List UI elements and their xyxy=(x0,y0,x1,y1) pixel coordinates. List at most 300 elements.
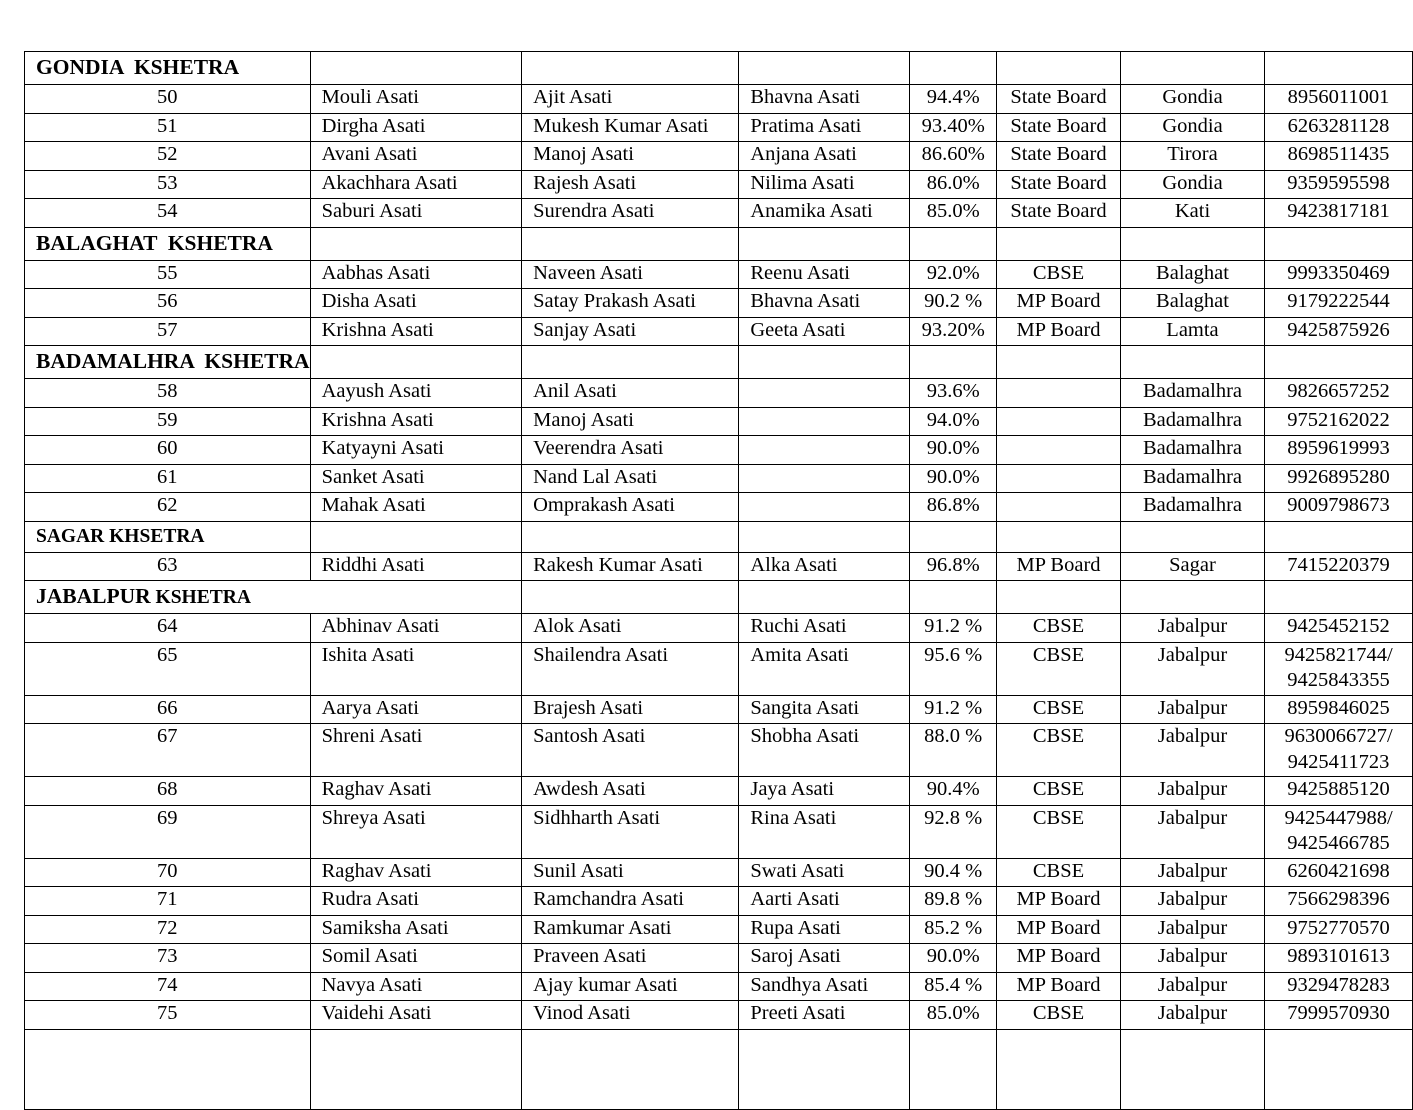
phone-number xyxy=(1265,464,1413,493)
place: Jabalpur xyxy=(1120,887,1264,916)
phone-line: 9329478283 xyxy=(1287,973,1390,996)
mother-name: Alka Asati xyxy=(739,552,910,581)
percentage: 96.8% xyxy=(910,552,997,581)
father-name: Awdesh Asati xyxy=(522,777,739,806)
student-name: Shreni Asati xyxy=(310,724,522,777)
phone-line: 9893101613 xyxy=(1287,945,1390,967)
place: Badamalhra xyxy=(1120,379,1264,408)
empty-cell xyxy=(739,52,910,85)
phone-line: 6263281128 xyxy=(1287,114,1390,137)
phone-line: 9425843355 xyxy=(1287,669,1390,691)
mother-name xyxy=(739,436,910,465)
student-name: Avani Asati xyxy=(310,142,522,171)
phone-number xyxy=(1265,915,1413,944)
student-results-table xyxy=(24,51,1413,1110)
mother-name xyxy=(739,379,910,408)
phone-line: 7415220379 xyxy=(1287,553,1390,576)
table-row xyxy=(25,777,1413,806)
place: Jabalpur xyxy=(1120,724,1264,777)
table-row xyxy=(25,142,1413,171)
phone-number xyxy=(1265,724,1413,777)
phone-number xyxy=(1265,1001,1413,1030)
empty-cell xyxy=(522,346,739,379)
serial-number: 51 xyxy=(25,113,311,142)
phone-number xyxy=(1265,614,1413,643)
empty-cell xyxy=(910,346,997,379)
table-row xyxy=(25,493,1413,522)
board: State Board xyxy=(997,113,1121,142)
phone-line: 8956011001 xyxy=(1287,86,1390,108)
board: CBSE xyxy=(997,805,1121,858)
mother-name: Anjana Asati xyxy=(739,142,910,171)
percentage: 86.0% xyxy=(910,170,997,199)
serial-number: 60 xyxy=(25,436,311,465)
student-name: Navya Asati xyxy=(310,972,522,1001)
student-name: Aayush Asati xyxy=(310,379,522,408)
phone-number xyxy=(1265,407,1413,436)
serial-number: 59 xyxy=(25,407,311,436)
empty-cell xyxy=(1265,52,1413,85)
phone-line: 9425411723 xyxy=(1287,750,1390,773)
phone-number xyxy=(1265,552,1413,581)
board: MP Board xyxy=(997,972,1121,1001)
place: Balaghat xyxy=(1120,289,1264,318)
board: MP Board xyxy=(997,887,1121,916)
serial-number: 75 xyxy=(25,1001,311,1030)
student-name: Raghav Asati xyxy=(310,858,522,887)
phone-line: 9423817181 xyxy=(1287,200,1390,222)
board xyxy=(997,379,1121,408)
father-name: Surendra Asati xyxy=(522,199,739,228)
phone-number xyxy=(1265,199,1413,228)
percentage: 90.0% xyxy=(910,436,997,465)
mother-name: Jaya Asati xyxy=(739,777,910,806)
table-row xyxy=(25,170,1413,199)
mother-name: Swati Asati xyxy=(739,858,910,887)
serial-number: 71 xyxy=(25,887,311,916)
section-title-main: GONDIA KSHETRA xyxy=(36,55,240,79)
percentage: 92.0% xyxy=(910,260,997,289)
percentage: 88.0 % xyxy=(910,724,997,777)
percentage: 93.20% xyxy=(910,317,997,346)
table-row xyxy=(25,887,1413,916)
board: CBSE xyxy=(997,642,1121,695)
section-header-row xyxy=(25,521,1413,552)
empty-cell xyxy=(1265,1029,1413,1109)
serial-number: 67 xyxy=(25,724,311,777)
board: MP Board xyxy=(997,552,1121,581)
serial-number: 53 xyxy=(25,170,311,199)
father-name: Sunil Asati xyxy=(522,858,739,887)
student-name: Shreya Asati xyxy=(310,805,522,858)
mother-name: Nilima Asati xyxy=(739,170,910,199)
phone-number xyxy=(1265,858,1413,887)
board: MP Board xyxy=(997,915,1121,944)
serial-number: 58 xyxy=(25,379,311,408)
phone-line: 7566298396 xyxy=(1287,888,1390,910)
section-header-row xyxy=(25,346,1413,379)
place: Badamalhra xyxy=(1120,493,1264,522)
empty-cell xyxy=(739,1029,910,1109)
place: Tirora xyxy=(1120,142,1264,171)
phone-number xyxy=(1265,642,1413,695)
serial-number: 65 xyxy=(25,642,311,695)
table-row xyxy=(25,805,1413,858)
father-name: Ramkumar Asati xyxy=(522,915,739,944)
phone-number xyxy=(1265,493,1413,522)
phone-number xyxy=(1265,777,1413,806)
student-name: Aabhas Asati xyxy=(310,260,522,289)
father-name: Vinod Asati xyxy=(522,1001,739,1030)
serial-number: 57 xyxy=(25,317,311,346)
father-name: Manoj Asati xyxy=(522,142,739,171)
student-name: Mouli Asati xyxy=(310,85,522,114)
mother-name xyxy=(739,407,910,436)
father-name: Satay Prakash Asati xyxy=(522,289,739,318)
table-row xyxy=(25,642,1413,695)
empty-cell xyxy=(522,1029,739,1109)
table-row xyxy=(25,199,1413,228)
phone-line: 9009798673 xyxy=(1287,494,1390,516)
percentage: 90.0% xyxy=(910,464,997,493)
table-row xyxy=(25,915,1413,944)
percentage: 85.0% xyxy=(910,199,997,228)
student-name: Riddhi Asati xyxy=(310,552,522,581)
phone-number xyxy=(1265,289,1413,318)
phone-number xyxy=(1265,85,1413,114)
empty-cell xyxy=(997,227,1121,260)
empty-cell xyxy=(522,521,739,552)
section-title-main: BALAGHAT KSHETRA xyxy=(36,230,273,255)
phone-line: 9425452152 xyxy=(1287,615,1390,637)
student-name: Sanket Asati xyxy=(310,464,522,493)
mother-name: Bhavna Asati xyxy=(739,85,910,114)
section-header-row xyxy=(25,227,1413,260)
serial-number: 64 xyxy=(25,614,311,643)
empty-cell xyxy=(1265,346,1413,379)
empty-cell xyxy=(997,346,1121,379)
empty-cell xyxy=(310,346,522,379)
phone-line: 9359595598 xyxy=(1287,171,1390,194)
percentage: 90.2 % xyxy=(910,289,997,318)
student-name: Vaidehi Asati xyxy=(310,1001,522,1030)
percentage: 92.8 % xyxy=(910,805,997,858)
table-row xyxy=(25,436,1413,465)
table-row xyxy=(25,695,1413,724)
mother-name: Ruchi Asati xyxy=(739,614,910,643)
table-row xyxy=(25,1001,1413,1030)
percentage: 91.2 % xyxy=(910,614,997,643)
phone-line: 6260421698 xyxy=(1287,859,1390,882)
student-name: Somil Asati xyxy=(310,944,522,973)
place: Kati xyxy=(1120,199,1264,228)
empty-cell xyxy=(310,52,522,85)
mother-name: Rupa Asati xyxy=(739,915,910,944)
board: State Board xyxy=(997,85,1121,114)
empty-cell xyxy=(739,581,910,614)
empty-cell xyxy=(997,581,1121,614)
empty-cell xyxy=(1265,227,1413,260)
board: MP Board xyxy=(997,289,1121,318)
phone-line: 9425885120 xyxy=(1287,778,1390,800)
serial-number: 62 xyxy=(25,493,311,522)
phone-line: 9425821744/ xyxy=(1284,643,1393,666)
mother-name xyxy=(739,464,910,493)
phone-number xyxy=(1265,887,1413,916)
place: Jabalpur xyxy=(1120,1001,1264,1030)
father-name: Sanjay Asati xyxy=(522,317,739,346)
percentage: 95.6 % xyxy=(910,642,997,695)
phone-line: 8959619993 xyxy=(1287,437,1390,459)
empty-cell xyxy=(25,1029,311,1109)
empty-cell xyxy=(522,227,739,260)
phone-number xyxy=(1265,260,1413,289)
empty-cell xyxy=(910,521,997,552)
father-name: Shailendra Asati xyxy=(522,642,739,695)
phone-line: 9926895280 xyxy=(1287,465,1390,488)
serial-number: 72 xyxy=(25,915,311,944)
student-name: Ishita Asati xyxy=(310,642,522,695)
table-body xyxy=(25,52,1413,1110)
place: Gondia xyxy=(1120,85,1264,114)
empty-cell xyxy=(1120,521,1264,552)
empty-cell xyxy=(1265,581,1413,614)
section-header-row xyxy=(25,581,1413,614)
student-name: Abhinav Asati xyxy=(310,614,522,643)
father-name: Sidhharth Asati xyxy=(522,805,739,858)
empty-cell xyxy=(522,52,739,85)
mother-name: Sangita Asati xyxy=(739,695,910,724)
percentage: 86.8% xyxy=(910,493,997,522)
place: Jabalpur xyxy=(1120,944,1264,973)
empty-cell xyxy=(1120,581,1264,614)
board: State Board xyxy=(997,142,1121,171)
father-name: Alok Asati xyxy=(522,614,739,643)
mother-name: Rina Asati xyxy=(739,805,910,858)
father-name: Veerendra Asati xyxy=(522,436,739,465)
section-title xyxy=(25,227,311,260)
phone-number xyxy=(1265,142,1413,171)
section-title xyxy=(25,581,522,614)
serial-number: 68 xyxy=(25,777,311,806)
table-row xyxy=(25,972,1413,1001)
phone-number xyxy=(1265,113,1413,142)
board: CBSE xyxy=(997,724,1121,777)
section-title xyxy=(25,52,311,85)
phone-number xyxy=(1265,317,1413,346)
student-name: Samiksha Asati xyxy=(310,915,522,944)
board: MP Board xyxy=(997,317,1121,346)
board xyxy=(997,493,1121,522)
serial-number: 70 xyxy=(25,858,311,887)
board xyxy=(997,407,1121,436)
section-title xyxy=(25,521,311,552)
empty-cell xyxy=(1120,52,1264,85)
phone-number xyxy=(1265,972,1413,1001)
father-name: Ramchandra Asati xyxy=(522,887,739,916)
father-name: Mukesh Kumar Asati xyxy=(522,113,739,142)
percentage: 85.2 % xyxy=(910,915,997,944)
mother-name: Preeti Asati xyxy=(739,1001,910,1030)
section-title-main: JABALPUR xyxy=(36,584,151,608)
father-name: Rajesh Asati xyxy=(522,170,739,199)
percentage: 86.60% xyxy=(910,142,997,171)
phone-line: 9425447988/ xyxy=(1284,806,1393,829)
table-row xyxy=(25,407,1413,436)
section-header-row xyxy=(25,52,1413,85)
father-name: Praveen Asati xyxy=(522,944,739,973)
table-row xyxy=(25,464,1413,493)
percentage: 91.2 % xyxy=(910,695,997,724)
phone-line: 9630066727/ xyxy=(1284,725,1393,747)
serial-number: 63 xyxy=(25,552,311,581)
father-name: Ajit Asati xyxy=(522,85,739,114)
student-name: Mahak Asati xyxy=(310,493,522,522)
empty-cell xyxy=(1120,227,1264,260)
place: Jabalpur xyxy=(1120,777,1264,806)
place: Jabalpur xyxy=(1120,858,1264,887)
mother-name: Pratima Asati xyxy=(739,113,910,142)
phone-line: 7999570930 xyxy=(1287,1002,1390,1024)
phone-number xyxy=(1265,944,1413,973)
phone-line: 9179222544 xyxy=(1287,290,1390,312)
empty-cell xyxy=(310,1029,522,1109)
serial-number: 61 xyxy=(25,464,311,493)
father-name: Manoj Asati xyxy=(522,407,739,436)
student-name: Krishna Asati xyxy=(310,407,522,436)
mother-name: Saroj Asati xyxy=(739,944,910,973)
mother-name xyxy=(739,493,910,522)
place: Badamalhra xyxy=(1120,407,1264,436)
student-name: Krishna Asati xyxy=(310,317,522,346)
board: CBSE xyxy=(997,614,1121,643)
board xyxy=(997,436,1121,465)
board: CBSE xyxy=(997,1001,1121,1030)
mother-name: Geeta Asati xyxy=(739,317,910,346)
table-row xyxy=(25,858,1413,887)
table-row xyxy=(25,614,1413,643)
board: CBSE xyxy=(997,858,1121,887)
phone-line: 9752162022 xyxy=(1287,408,1390,431)
empty-cell xyxy=(1120,1029,1264,1109)
phone-line: 8698511435 xyxy=(1287,143,1390,165)
serial-number: 52 xyxy=(25,142,311,171)
student-name: Saburi Asati xyxy=(310,199,522,228)
place: Gondia xyxy=(1120,113,1264,142)
serial-number: 54 xyxy=(25,199,311,228)
student-name: Disha Asati xyxy=(310,289,522,318)
father-name: Ajay kumar Asati xyxy=(522,972,739,1001)
empty-cell xyxy=(310,521,522,552)
empty-cell xyxy=(997,52,1121,85)
student-name: Dirgha Asati xyxy=(310,113,522,142)
blank-row xyxy=(25,1029,1413,1109)
serial-number: 74 xyxy=(25,972,311,1001)
father-name: Anil Asati xyxy=(522,379,739,408)
place: Balaghat xyxy=(1120,260,1264,289)
table-row xyxy=(25,289,1413,318)
mother-name: Amita Asati xyxy=(739,642,910,695)
serial-number: 55 xyxy=(25,260,311,289)
place: Jabalpur xyxy=(1120,972,1264,1001)
empty-cell xyxy=(910,227,997,260)
table-row xyxy=(25,552,1413,581)
table-row xyxy=(25,317,1413,346)
mother-name: Shobha Asati xyxy=(739,724,910,777)
phone-number xyxy=(1265,805,1413,858)
serial-number: 66 xyxy=(25,695,311,724)
phone-line: 9425466785 xyxy=(1287,832,1390,854)
empty-cell xyxy=(910,1029,997,1109)
place: Badamalhra xyxy=(1120,464,1264,493)
section-title-main: SAGAR KHSETRA xyxy=(36,525,205,547)
percentage: 90.4% xyxy=(910,777,997,806)
student-name: Aarya Asati xyxy=(310,695,522,724)
percentage: 93.40% xyxy=(910,113,997,142)
percentage: 90.4 % xyxy=(910,858,997,887)
percentage: 85.0% xyxy=(910,1001,997,1030)
place: Jabalpur xyxy=(1120,695,1264,724)
place: Jabalpur xyxy=(1120,642,1264,695)
father-name: Brajesh Asati xyxy=(522,695,739,724)
percentage: 93.6% xyxy=(910,379,997,408)
mother-name: Aarti Asati xyxy=(739,887,910,916)
empty-cell xyxy=(910,581,997,614)
empty-cell xyxy=(739,227,910,260)
place: Jabalpur xyxy=(1120,915,1264,944)
table-row xyxy=(25,85,1413,114)
empty-cell xyxy=(739,521,910,552)
percentage: 94.4% xyxy=(910,85,997,114)
phone-line: 9826657252 xyxy=(1287,380,1390,402)
phone-number xyxy=(1265,170,1413,199)
section-title-main: BADAMALHRA KSHETRA xyxy=(36,349,310,373)
phone-line: 9425875926 xyxy=(1287,318,1390,341)
student-name: Katyayni Asati xyxy=(310,436,522,465)
board: State Board xyxy=(997,199,1121,228)
empty-cell xyxy=(997,521,1121,552)
section-title xyxy=(25,346,311,379)
place: Sagar xyxy=(1120,552,1264,581)
mother-name: Sandhya Asati xyxy=(739,972,910,1001)
phone-number xyxy=(1265,436,1413,465)
serial-number: 69 xyxy=(25,805,311,858)
serial-number: 50 xyxy=(25,85,311,114)
empty-cell xyxy=(310,227,522,260)
empty-cell xyxy=(739,346,910,379)
board: CBSE xyxy=(997,260,1121,289)
table-row xyxy=(25,379,1413,408)
percentage: 94.0% xyxy=(910,407,997,436)
place: Gondia xyxy=(1120,170,1264,199)
table-row xyxy=(25,944,1413,973)
student-name: Akachhara Asati xyxy=(310,170,522,199)
percentage: 90.0% xyxy=(910,944,997,973)
mother-name: Bhavna Asati xyxy=(739,289,910,318)
empty-cell xyxy=(997,1029,1121,1109)
serial-number: 73 xyxy=(25,944,311,973)
board: CBSE xyxy=(997,695,1121,724)
phone-line: 8959846025 xyxy=(1287,696,1390,719)
table-row xyxy=(25,260,1413,289)
student-name: Raghav Asati xyxy=(310,777,522,806)
place: Lamta xyxy=(1120,317,1264,346)
phone-number xyxy=(1265,379,1413,408)
father-name: Omprakash Asati xyxy=(522,493,739,522)
student-name: Rudra Asati xyxy=(310,887,522,916)
percentage: 89.8 % xyxy=(910,887,997,916)
place: Jabalpur xyxy=(1120,805,1264,858)
